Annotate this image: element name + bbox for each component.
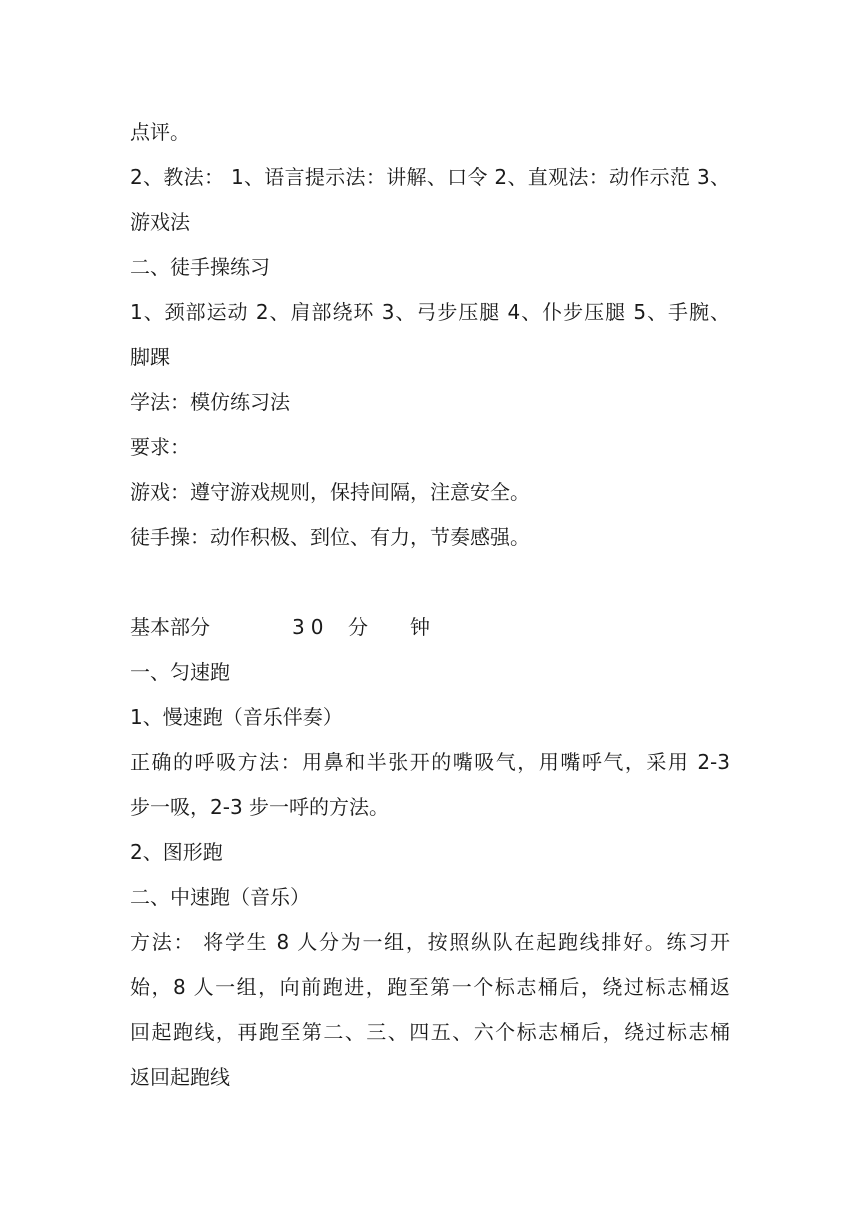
section-heading: 二、中速跑（音乐） [130, 885, 310, 909]
document-page [130, 110, 730, 1100]
text-line: 学法：模仿练习法 [130, 390, 290, 414]
text-line: 正确的呼吸方法：用鼻和半张开的嘴吸气，用嘴呼气，采用 2-3 [130, 750, 730, 774]
blank-line [130, 560, 730, 605]
text-line: 步一吸，2-3 步一呼的方法。 [130, 795, 390, 819]
text-line: 返回起跑线 [130, 1065, 230, 1089]
text-line: 游戏：遵守游戏规则，保持间隔，注意安全。 [130, 480, 530, 504]
basic-part-heading [130, 605, 730, 650]
basic-part-duration: 30 [292, 615, 330, 639]
basic-part-label: 基本部分 [130, 615, 210, 639]
text-line: 回起跑线，再跑至第二、三、四五、六个标志桶后，绕过标志桶 [130, 1020, 730, 1044]
text-line: 点评。 [130, 120, 190, 144]
text-line: 2、教法： 1、语言提示法：讲解、口令 2、直观法：动作示范 3、 [130, 165, 730, 189]
section-heading: 一、匀速跑 [130, 660, 230, 684]
section-heading: 二、徒手操练习 [130, 255, 270, 279]
text-line: 2、图形跑 [130, 840, 223, 864]
text-line: 1、慢速跑（音乐伴奏） [130, 705, 343, 729]
text-line: 脚踝 [130, 345, 170, 369]
text-line: 始，8 人一组，向前跑进，跑至第一个标志桶后，绕过标志桶返 [130, 975, 730, 999]
text-line: 方法： 将学生 8 人分为一组，按照纵队在起跑线排好。练习开 [130, 930, 730, 954]
basic-part-unit-2: 钟 [410, 615, 430, 639]
text-line: 游戏法 [130, 210, 190, 234]
text-line: 1、颈部运动 2、肩部绕环 3、弓步压腿 4、仆步压腿 5、手腕、 [130, 300, 730, 324]
basic-part-unit-1: 分 [348, 615, 368, 639]
text-line: 徒手操：动作积极、到位、有力，节奏感强。 [130, 525, 530, 549]
text-line: 要求： [130, 435, 190, 459]
